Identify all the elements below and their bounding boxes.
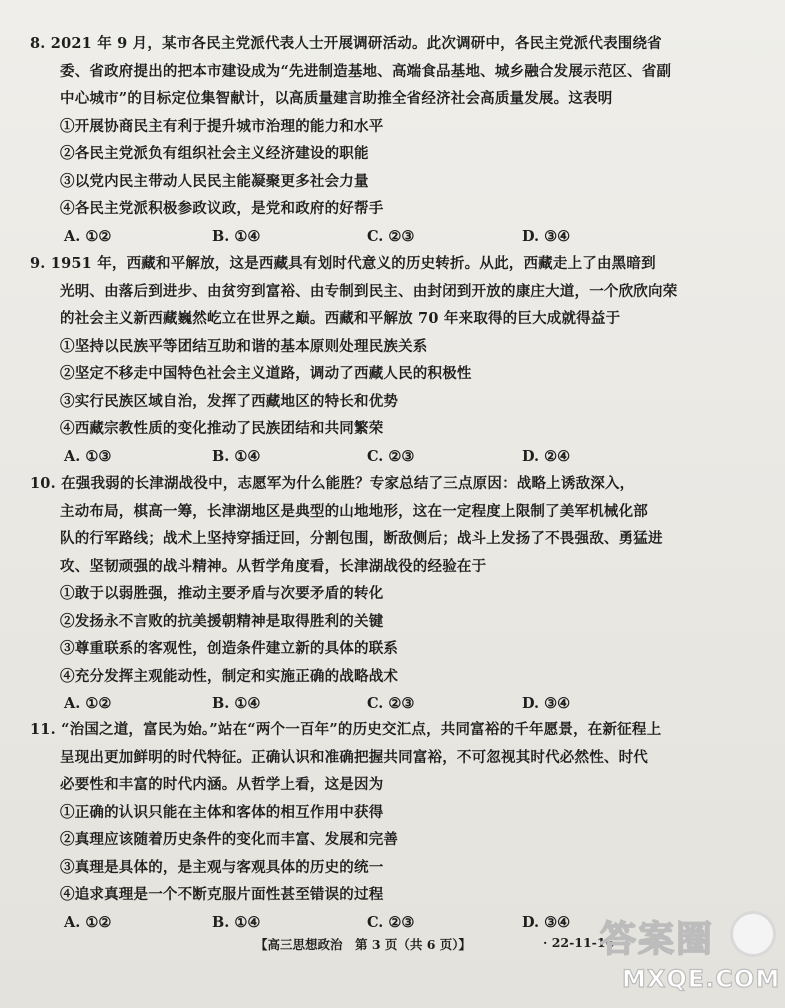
question-10-stem-line-4: 攻、坚韧顽强的战斗精神。从哲学角度看，长津湖战役的经验在于 — [60, 557, 487, 575]
question-10-option-3: ③尊重联系的客观性，创造条件建立新的具体的联系 — [60, 640, 399, 657]
question-8-choice-c: C. ②③ — [367, 227, 415, 245]
question-10-choices — [30, 690, 760, 718]
question-11-choice-d: D. ③④ — [522, 913, 571, 931]
watermark-seal-icon — [730, 911, 776, 957]
question-8-choice-d: D. ③④ — [522, 227, 571, 245]
question-11-option-1: ①正确的认识只能在主体和客体的相互作用中获得 — [60, 803, 384, 821]
question-10-stem-line-2: 主动布局，棋高一筹，长津湖地区是典型的山地地形，这在一定程度上限制了美军机械化部 — [60, 502, 648, 520]
footer-exam-code: · 22-11-16 — [543, 935, 615, 950]
question-9-choice-a: A. ①③ — [64, 447, 112, 465]
question-9-stem-line-1: 9. 1951 年，西藏和平解放，这是西藏具有划时代意义的历史转折。从此，西藏走上了由黑暗到 — [30, 255, 656, 272]
question-11-stem-line-1: 11. “治国之道，富民为始。”站在“两个一百年”的历史交汇点，共同富裕的千年愿景，在新征程上 — [30, 721, 662, 738]
question-11-choice-a: A. ①② — [64, 913, 112, 931]
watermark-logo — [600, 905, 780, 1005]
question-8-stem-line-2: 委、省政府提出的把本市建设成为“先进制造基地、高端食品基地、城乡融合发展示范区、省副 — [60, 62, 672, 80]
question-10-choice-c: C. ②③ — [367, 695, 415, 712]
question-8-option-3: ③以党内民主带动人民民主能凝聚更多社会力量 — [60, 172, 369, 190]
watermark-url: MXQE.COM — [622, 965, 781, 993]
question-9-choice-b: B. ①④ — [212, 447, 261, 465]
question-9-choice-c: C. ②③ — [367, 447, 415, 465]
question-9-stem-line-2: 光明、由落后到进步、由贫穷到富裕、由专制到民主、由封闭到开放的康庄大道，一个欣欣向荣 — [60, 282, 678, 300]
question-8-option-4: ④各民主党派积极参政议政，是党和政府的好帮手 — [60, 200, 384, 217]
question-11-option-4: ④追求真理是一个不断克服片面性甚至错误的过程 — [60, 886, 384, 903]
question-11-choice-c: C. ②③ — [367, 913, 415, 931]
question-10-option-2: ②发扬永不言败的抗美援朝精神是取得胜利的关键 — [60, 612, 384, 630]
question-11-stem-line-2: 呈现出更加鲜明的时代特征。正确认识和准确把握共同富裕，不可忽视其时代必然性、时代 — [60, 748, 648, 766]
question-10-option-1: ①敢于以弱胜强，推动主要矛盾与次要矛盾的转化 — [60, 585, 384, 602]
question-8-stem-line-1: 8. 2021 年 9 月，某市各民主党派代表人士开展调研活动。此次调研中，各民主党派代表围绕省 — [30, 35, 662, 52]
question-9-option-2: ②坚定不移走中国特色社会主义道路，调动了西藏人民的积极性 — [60, 365, 472, 382]
question-10-stem-line-1: 10. 在强我弱的长津湖战役中，志愿军为什么能胜？专家总结了三点原因：战略上诱敌深入， — [30, 475, 635, 492]
question-8-choice-a: A. ①② — [64, 227, 112, 245]
question-9 — [30, 250, 760, 470]
question-9-option-3: ③实行民族区域自治，发挥了西藏地区的特长和优势 — [60, 392, 399, 410]
question-8-choice-b: B. ①④ — [212, 227, 261, 245]
question-9-option-4: ④西藏宗教性质的变化推动了民族团结和共同繁荣 — [60, 420, 384, 437]
question-8-choices — [30, 223, 760, 251]
question-10 — [30, 470, 760, 718]
question-8-stem-line-3: 中心城市”的目标定位集智献计，以高质量建言助推全省经济社会高质量发展。这表明 — [60, 90, 613, 107]
question-10-stem-line-3: 队的行军路线；战术上坚持穿插迂回，分割包围，断敌侧后；战斗上发扬了不畏强敌、勇猛进 — [60, 530, 663, 547]
watermark-text: 答案圈 — [600, 919, 715, 960]
question-8-option-1: ①开展协商民主有利于提升城市治理的能力和水平 — [60, 117, 384, 135]
question-10-choice-b: B. ①④ — [212, 695, 261, 712]
question-10-choice-a: A. ①② — [64, 695, 112, 712]
question-10-choice-d: D. ③④ — [522, 695, 571, 712]
question-10-option-4: ④充分发挥主观能动性，制定和实施正确的战略战术 — [60, 667, 399, 685]
question-11-stem-line-3: 必要性和丰富的时代内涵。从哲学上看，这是因为 — [60, 776, 384, 793]
footer-page-info: 【高三思想政治 第 3 页（共 6 页）】 — [255, 937, 472, 952]
question-8-option-2: ②各民主党派负有组织社会主义经济建设的职能 — [60, 145, 369, 162]
question-11-option-2: ②真理应该随着历史条件的变化而丰富、发展和完善 — [60, 831, 399, 848]
question-11-choice-b: B. ①④ — [212, 913, 261, 931]
question-9-stem-line-3: 的社会主义新西藏巍然屹立在世界之巅。西藏和平解放 70 年来取得的巨大成就得益于 — [60, 310, 621, 327]
question-11-option-3: ③真理是具体的，是主观与客观具体的历史的统一 — [60, 858, 384, 876]
question-11 — [30, 716, 760, 936]
question-9-choices — [30, 443, 760, 471]
question-9-choice-d: D. ②④ — [522, 447, 571, 465]
question-9-option-1: ①坚持以民族平等团结互助和谐的基本原则处理民族关系 — [60, 337, 428, 355]
question-8 — [30, 30, 760, 250]
